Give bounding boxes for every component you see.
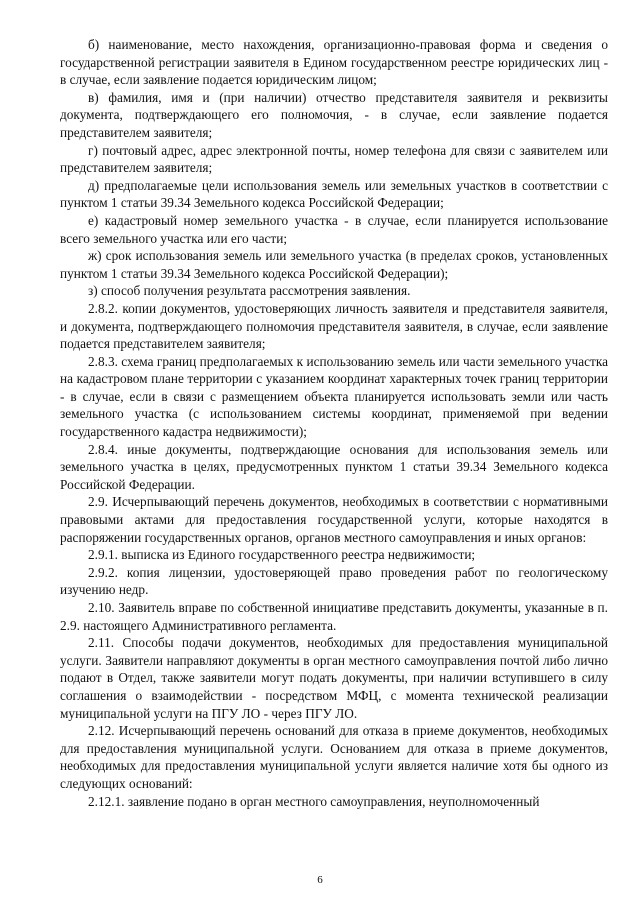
paragraph-2-9-1: 2.9.1. выписка из Единого государственного реестра недвижимости; <box>88 547 476 563</box>
document-body <box>60 36 608 810</box>
paragraph-2-12-1: 2.12.1. заявление подано в орган местного самоуправления, неуполномоченный <box>88 793 540 809</box>
paragraph-2-12: 2.12. Исчерпывающий перечень оснований для отказа в приеме документов, необходимых для предоставления муниципальной услуги. Основанием для отказа в приеме документов, необходимых для предоставления муниципальной услуги является наличие хотя бы одного из следующих оснований: <box>60 723 608 791</box>
paragraph-b-applicant-name-legal-entity: б) наименование, место нахождения, организационно-правовая форма и сведения о государственной регистрации заявителя в Едином государственном реестре юридических лиц - в случае, если заявление подается юридическим лицом; <box>60 37 608 88</box>
paragraph-z-result-method: з) способ получения результата рассмотрения заявления. <box>88 283 411 299</box>
paragraph-2-8-2: 2.8.2. копии документов, удостоверяющих личность заявителя и представителя заявителя, и документа, подтверждающего полномочия представителя заявителя, в случае, если заявление подается представителем заявителя; <box>60 300 608 352</box>
paragraph-2-10: 2.10. Заявитель вправе по собственной инициативе представить документы, указанные в п. 2.9. настоящего Административного регламента. <box>60 600 608 633</box>
paragraph-zh-usage-term: ж) срок использования земель или земельного участка (в пределах сроков, установленных пунктом 1 статьи 39.34 Земельного кодекса Российской Федерации); <box>60 248 608 281</box>
paragraph-2-8-4: 2.8.4. иные документы, подтверждающие основания для использования земель или земельного участка в целях, предусмотренных пунктом 1 статьи 39.34 Земельного кодекса Российской Федерации. <box>60 441 608 492</box>
paragraph-d-intended-purposes: д) предполагаемые цели использования земель или земельных участков в соответствии с пунктом 1 статьи 39.34 Земельного кодекса Российской Федерации; <box>60 177 608 211</box>
page-number: 6 <box>317 874 323 886</box>
paragraph-2-9: 2.9. Исчерпывающий перечень документов, необходимых в соответствии с нормативными правовыми актами для предоставления государственной услуги, которые находятся в распоряжении государственных органов, органов местного самоуправления и иных органов: <box>60 494 608 545</box>
paragraph-e-cadastral-number: е) кадастровый номер земельного участка - в случае, если планируется использование всего земельного участка или его части; <box>60 212 608 246</box>
paragraph-2-9-2: 2.9.2. копия лицензии, удостоверяющей право проведения работ по геологическому изучению недр. <box>60 564 608 598</box>
paragraph-v-representative-details: в) фамилия, имя и (при наличии) отчество представителя заявителя и реквизиты документа, подтверждающего его полномочия, - в случае, если заявление подается представителем заявителя; <box>60 89 608 140</box>
paragraph-2-11: 2.11. Способы подачи документов, необходимых для предоставления муниципальной услуги. Заявители направляют документы в орган местного самоуправления почтой либо лично подают в Отдел, также заявители могут подать документы, при наличии вступившего в силу соглашения о взаимодействии - посредством МФЦ, с момента технической реализации муниципальной услуги на ПГУ ЛО - через ПГУ ЛО. <box>60 635 608 721</box>
paragraph-2-8-3: 2.8.3. схема границ предполагаемых к использованию земель или части земельного участка на кадастровом плане территории с указанием координат характерных точек границ территории - в случае, если в связи с размещением объекта планируется использовать земли или часть земельного участка (с использованием системы координат, применяемой при ведении государственного кадастра недвижимости); <box>60 353 608 440</box>
paragraph-g-contact-details: г) почтовый адрес, адрес электронной почты, номер телефона для связи с заявителем или представителем заявителя; <box>60 142 608 176</box>
